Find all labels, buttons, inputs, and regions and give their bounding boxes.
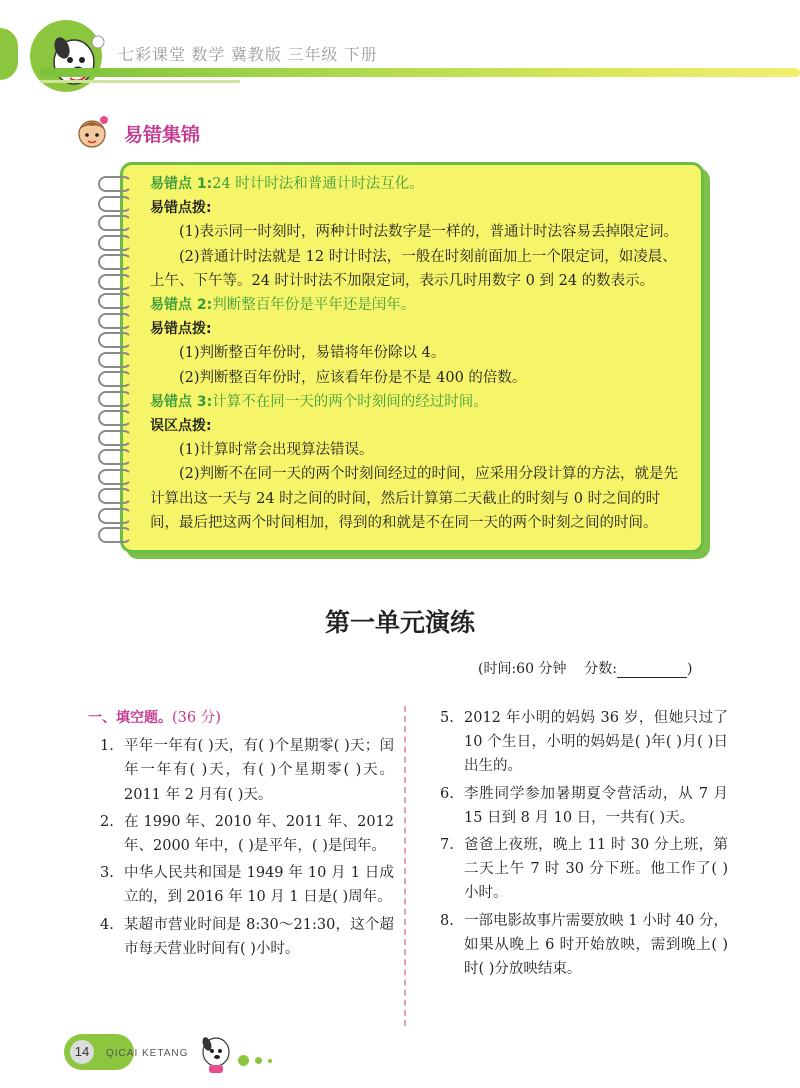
tip-paragraph: (1)判断整百年份时，易错将年份除以 4。 xyxy=(179,345,446,362)
footer-dot xyxy=(268,1059,272,1063)
spiral-ring-icon xyxy=(98,469,132,485)
tip-paragraph: (2)判断整百年份时，应该看年份是不是 400 的倍数。 xyxy=(179,369,527,386)
tip-line xyxy=(150,317,680,341)
question-number: 1. xyxy=(100,738,114,755)
question-text: 李胜同学参加暑期夏令营活动，从 7 月 15 日到 8 月 10 日，一共有( )天。 xyxy=(464,785,728,826)
question-number: 5. xyxy=(440,710,454,726)
tip-label: 易错点拨: xyxy=(150,200,212,217)
question-number: 4. xyxy=(100,916,114,933)
spiral-ring-icon xyxy=(98,527,132,543)
question-number: 8. xyxy=(440,912,454,929)
header-bar xyxy=(40,68,800,77)
footer-brand: QICAI KETANG xyxy=(106,1048,189,1059)
kp-text: 判断整百年份是平年还是闰年。 xyxy=(212,297,416,314)
footer-dot xyxy=(255,1057,262,1064)
spiral-ring-icon xyxy=(98,508,132,524)
question-text: 爸爸上夜班，晚上 11 时 30 分上班，第二天上午 7 时 30 分下班。他工作了( )小时。 xyxy=(464,837,728,902)
question-text: 一部电影故事片需要放映 1 小时 40 分，如果从晚上 6 时开始放映，需到晚上( )时( )分放映结束。 xyxy=(464,912,728,978)
kp-label: 易错点 1: xyxy=(150,176,213,192)
question-text: 平年一年有( )天，有( )个星期零( )天；闰年一年有( )天，有( )个星期零( )天。2011 年 2 月有( )天。 xyxy=(124,738,394,803)
question-item xyxy=(428,706,728,779)
tip-paragraph: (1)表示同一时刻时，两种计时法数字是一样的，普通计时法容易丢掉限定词。 xyxy=(179,224,679,241)
spiral-ring-icon xyxy=(98,449,132,465)
question-item xyxy=(88,861,394,909)
exercise-heading xyxy=(88,706,394,730)
kp-line xyxy=(150,293,680,317)
spiral-binding xyxy=(98,176,138,546)
footer-dots xyxy=(238,1050,278,1069)
kp-label: 易错点 3: xyxy=(150,393,213,410)
question-text: 中华人民共和国是 1949 年 10 月 1 日成立的，到 2016 年 10 月 1 日是( )周年。 xyxy=(124,865,394,906)
question-item xyxy=(428,909,728,982)
spiral-ring-icon xyxy=(98,391,132,407)
score-blank xyxy=(617,663,687,678)
notebook-content xyxy=(150,172,680,535)
unit-title: 第一单元演练 xyxy=(324,608,475,637)
spiral-ring-icon xyxy=(98,352,132,368)
girl-mascot-icon xyxy=(72,112,112,152)
section-title: 易错集锦 xyxy=(124,124,201,146)
tip-label: 易错点拨: xyxy=(150,321,212,338)
question-text: 2012 年小明的妈妈 36 岁，但她只过了 10 个生日，小明的妈妈是( )年( )月( )日出生的。 xyxy=(464,710,728,775)
question-item xyxy=(88,810,394,858)
tip-label: 误区点拨: xyxy=(150,418,212,435)
page-header xyxy=(0,0,800,110)
tip-line xyxy=(150,196,680,220)
spiral-ring-icon xyxy=(98,176,132,192)
spiral-ring-icon xyxy=(98,313,132,329)
spiral-ring-icon xyxy=(98,254,132,270)
spiral-ring-icon xyxy=(98,332,132,348)
tip-paragraph: (2)判断不在同一天的两个时刻间经过的时间，应采用分段计算的方法，就是先计算出这一天与 24 时之间的时间，然后计算第二天截止的时刻与 0 时之间的时间，最后把这两个时间相加，得到的和就是不在同一天的两个时刻之间的时间。 xyxy=(150,466,679,531)
header-title: 七彩课堂 数学 冀教版 三年级 下册 xyxy=(118,47,378,64)
question-number: 6. xyxy=(440,785,454,802)
questions-left-column xyxy=(88,706,394,964)
spiral-ring-icon xyxy=(98,293,132,309)
spiral-ring-icon xyxy=(98,488,132,504)
spiral-ring-icon xyxy=(98,196,132,212)
meta-score-label: 分数: xyxy=(584,661,617,677)
page-number: 14 xyxy=(70,1040,94,1064)
mascot-dog-icon xyxy=(40,26,110,96)
exercise-points: (36 分) xyxy=(172,710,221,726)
kp-text: 24 时计时法和普通计时法互化。 xyxy=(212,176,424,192)
tip-paragraph: (1)计算时常会出现算法错误。 xyxy=(179,442,374,459)
question-item xyxy=(428,782,728,830)
question-number: 7. xyxy=(440,837,454,854)
header-accent-tab xyxy=(0,28,18,80)
spiral-ring-icon xyxy=(98,430,132,446)
tip-paragraph: (2)普通计时法就是 12 时计时法，一般在时刻前面加上一个限定词，如凌晨、上午、下午等。24 时计时法不加限定词，表示几时用数字 0 到 24 的数表示。 xyxy=(150,248,677,289)
spiral-ring-icon xyxy=(98,235,132,251)
question-text: 在 1990 年、2010 年、2011 年、2012 年、2000 年中，( )是平年，( )是闰年。 xyxy=(124,813,394,855)
question-item xyxy=(88,913,394,961)
question-number: 3. xyxy=(100,865,114,882)
column-divider xyxy=(404,706,406,1026)
meta-time: (时间:60 分钟 xyxy=(478,661,567,677)
question-item xyxy=(88,734,394,807)
exam-meta xyxy=(478,658,692,678)
footer-dot xyxy=(238,1055,249,1066)
question-text: 某超市营业时间是 8:30～21:30，这个超市每天营业时间有( )小时。 xyxy=(124,916,394,957)
spiral-ring-icon xyxy=(98,274,132,290)
question-number: 2. xyxy=(100,813,114,830)
spiral-ring-icon xyxy=(98,371,132,387)
spiral-ring-icon xyxy=(98,215,132,231)
kp-label: 易错点 2: xyxy=(150,297,213,314)
question-item xyxy=(428,833,728,906)
kp-line xyxy=(150,390,680,414)
meta-close: ) xyxy=(686,661,693,677)
mascot-dog-icon xyxy=(196,1030,236,1078)
spiral-ring-icon xyxy=(98,410,132,426)
exercise-heading-text: 一、填空题。 xyxy=(88,710,172,726)
tip-line xyxy=(150,414,680,438)
questions-right-column xyxy=(428,706,728,984)
header-bar-thin xyxy=(40,80,240,83)
kp-text: 计算不在同一天的两个时刻间的经过时间。 xyxy=(212,393,488,410)
kp-line xyxy=(150,172,680,196)
